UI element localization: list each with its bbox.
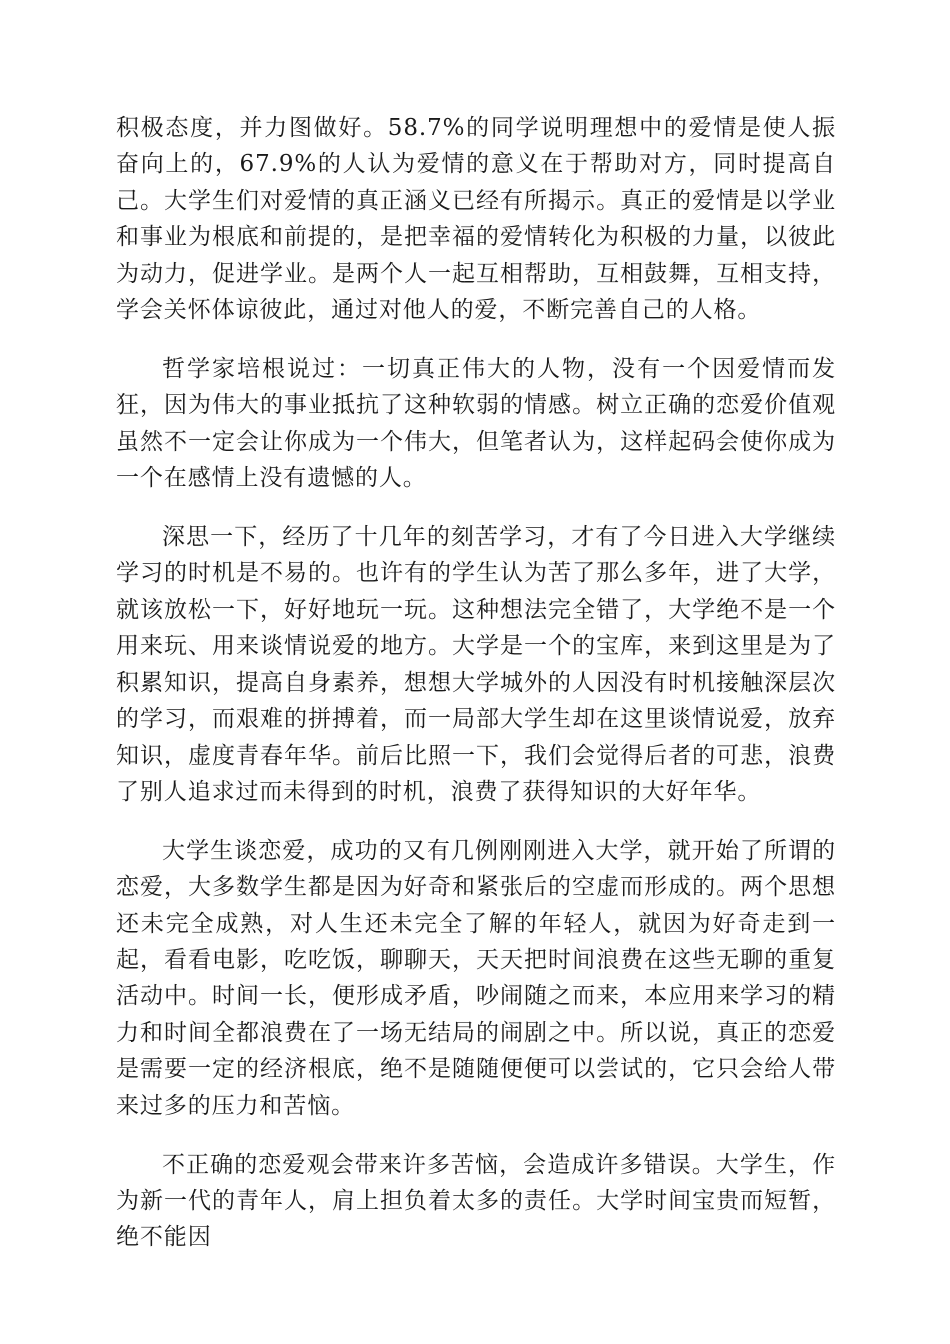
paragraph-3: 深思一下，经历了十几年的刻苦学习，才有了今日进入大学继续学习的时机是不易的。也许有的学生认为苦了那么多年，进了大学，就该放松一下，好好地玩一玩。这种想法完全错了，大学绝不是一个用来玩、用来谈情说爱的地方。大学是一个的宝库，来到这里是为了积累知识，提高自身素养，想想大学城外的人因没有时机接触深层次的学习，而艰难的拼搏着，而一局部大学生却在这里谈情说爱，放弃知识，虚度青春年华。前后比照一下，我们会觉得后者的可悲，浪费了别人追求过而未得到的时机，浪费了获得知识的大好年华。 xyxy=(116,524,836,805)
paragraph-1: 积极态度，并力图做好。58.7%的同学说明理想中的爱情是使人振奋向上的，67.9%的人认为爱情的意义在于帮助对方，同时提高自己。大学生们对爱情的真正涵义已经有所揭示。真正的爱情是以学业和事业为根底和前提的，是把幸福的爱情转化为积极的力量，以彼此为动力，促进学业。是两个人一起互相帮助，互相鼓舞，互相支持，学会关怀体谅彼此，通过对他人的爱，不断完善自己的人格。 xyxy=(116,115,836,324)
document-body xyxy=(116,110,836,1278)
paragraph-5: 不正确的恋爱观会带来许多苦恼，会造成许多错误。大学生，作为新一代的青年人，肩上担负着太多的责任。大学时间宝贵而短暂，绝不能因 xyxy=(116,1151,836,1251)
paragraph-4: 大学生谈恋爱，成功的又有几例刚刚进入大学，就开始了所谓的恋爱，大多数学生都是因为好奇和紧张后的空虚而形成的。两个思想还未完全成熟，对人生还未完全了解的年轻人，就因为好奇走到一起，看看电影，吃吃饭，聊聊天，天天把时间浪费在这些无聊的重复活动中。时间一长，便形成矛盾，吵闹随之而来，本应用来学习的精力和时间全都浪费在了一场无结局的闹剧之中。所以说，真正的恋爱是需要一定的经济根底，绝不是随随便便可以尝试的，它只会给人带来过多的压力和苦恼。 xyxy=(116,837,836,1119)
paragraph-2: 哲学家培根说过：一切真正伟大的人物，没有一个因爱情而发狂，因为伟大的事业抵抗了这种软弱的情感。树立正确的恋爱价值观虽然不一定会让你成为一个伟大，但笔者认为，这样起码会使你成为一个在感情上没有遗憾的人。 xyxy=(116,355,836,492)
